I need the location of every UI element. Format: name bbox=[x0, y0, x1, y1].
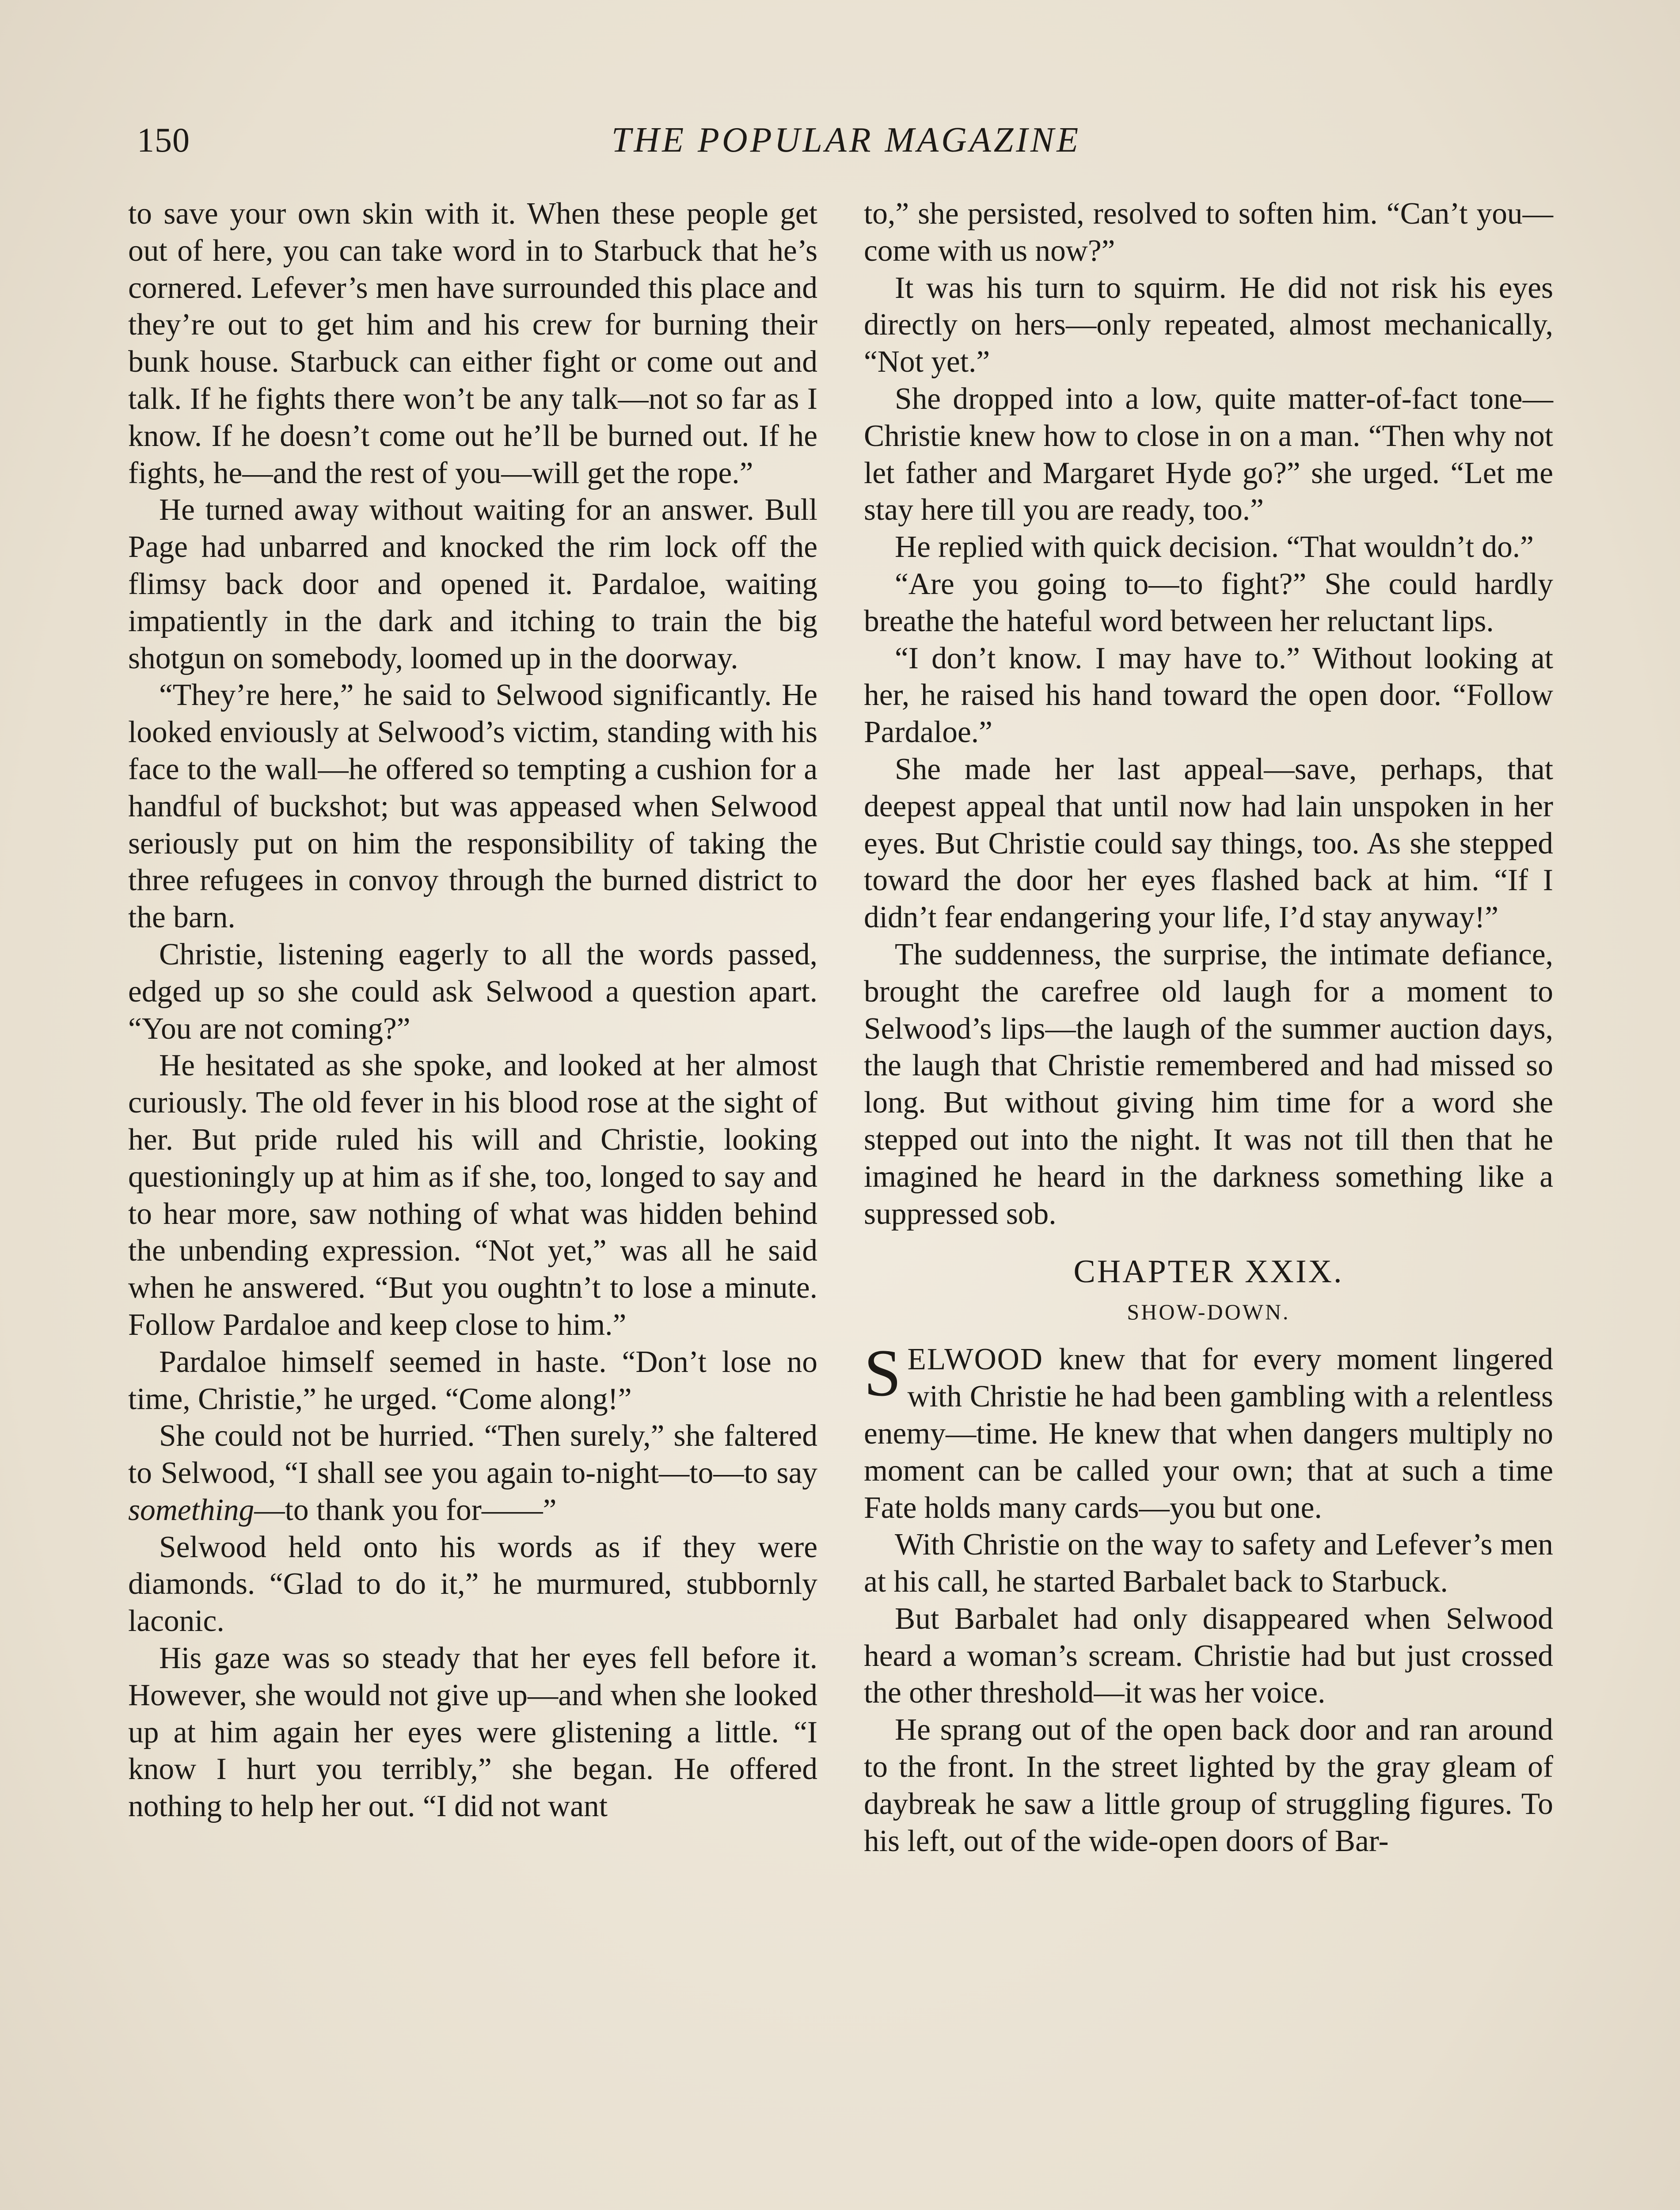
page-number: 150 bbox=[137, 121, 190, 159]
paragraph: It was his turn to squirm. He did not risk his eyes directly on hers—only repeated, almost mechanically, “Not yet.” bbox=[864, 271, 1553, 379]
paragraph: Selwood held onto his words as if they were diamonds. “Glad to do it,” he murmured, stubbornly laconic. bbox=[128, 1530, 817, 1638]
paragraph: She dropped into a low, quite matter-of-fact tone—Christie knew how to close in on a man. “Then why not let father and Margaret Hyde go?” she urged. “Let me stay here till you are ready, too.” bbox=[864, 381, 1553, 527]
chapter-subtitle: SHOW-DOWN. bbox=[1127, 1299, 1290, 1325]
opening-caps: ELWOOD bbox=[907, 1342, 1043, 1377]
paragraph: The suddenness, the surprise, the intimate defiance, brought the carefree old laugh for a moment to Selwood’s lips—the laugh of the summer auction days, the laugh that Christie remembered and had missed so long. But without giving him time for a word she stepped out into the night. It was not till then that he imagined he heard in the darkness something like a suppressed sob. bbox=[864, 937, 1553, 1231]
drop-cap: S bbox=[864, 1336, 901, 1410]
paragraph: He hesitated as she spoke, and looked at her almost curiously. The old fever in his blood rose at the sight of her. But pride ruled his will and Christie, looking questioningly up at him as if she, too, longed to say and to hear more, saw nothing of what was hidden behind the unbending expression. “Not yet,” was all he said when he answered. “But you oughtn’t to lose a minute. Follow Pardaloe and keep close to him.” bbox=[128, 1048, 817, 1342]
right-column bbox=[864, 195, 1553, 1859]
chapter-opening-paragraph bbox=[864, 1336, 1553, 1526]
paragraph: to save your own skin with it. When these people get out of here, you can take word in to Starbuck that he’s cornered. Lefever’s men have surrounded this place and they’re out to get him and his crew for burning their bunk house. Starbuck can either fight or come out and talk. If he fights there won’t be any talk—not so far as I know. If he doesn’t come out he’ll be burned out. If he fights, he—and the rest of you—will get the rope.” bbox=[128, 197, 817, 490]
paragraph: He turned away without waiting for an answer. Bull Page had unbarred and knocked the rim lock off the flimsy back door and opened it. Pardaloe, waiting impatiently in the dark and itching to train the big shotgun on somebody, loomed up in the doorway. bbox=[128, 493, 817, 675]
paragraph bbox=[128, 1417, 817, 1528]
paragraph-text: —to thank you for——” bbox=[254, 1493, 557, 1527]
left-column bbox=[128, 195, 817, 1825]
paragraph: to,” she persisted, resolved to soften him. “Can’t you—come with us now?” bbox=[864, 197, 1553, 268]
paragraph: Pardaloe himself seemed in haste. “Don’t lose no time, Christie,” he urged. “Come along!” bbox=[128, 1345, 817, 1416]
paragraph-text: She could not be hurried. “Then surely,” she faltered to Selwood, “I shall see you again to-night—to—to say bbox=[128, 1419, 817, 1490]
paragraph: With Christie on the way to safety and Lefever’s men at his call, he started Barbalet back to Starbuck. bbox=[864, 1528, 1553, 1599]
paragraph: He replied with quick decision. “That wouldn’t do.” bbox=[895, 530, 1534, 564]
paragraph: His gaze was so steady that her eyes fell before it. However, she would not give up—and when she looked up at him again her eyes were glistening a little. “I know I hurt you terribly,” she began. He offered nothing to help her out. “I did not want bbox=[128, 1641, 817, 1824]
paragraph: “Are you going to—to fight?” She could hardly breathe the hateful word between her reluctant lips. bbox=[864, 567, 1553, 638]
paragraph: He sprang out of the open back door and ran around to the front. In the street lighted by the gray gleam of daybreak he saw a little group of struggling figures. To his left, out of the wide-open doors of Bar- bbox=[864, 1713, 1553, 1858]
paragraph: She made her last appeal—save, perhaps, that deepest appeal that until now had lain unspoken in her eyes. But Christie could say things, too. As she stepped toward the door her eyes flashed back at him. “If I didn’t fear endangering your life, I’d stay anyway!” bbox=[864, 752, 1553, 935]
paragraph: But Barbalet had only disappeared when Selwood heard a woman’s scream. Christie had but just crossed the other threshold—it was her voice. bbox=[864, 1601, 1553, 1710]
chapter-title: CHAPTER XXIX. bbox=[1073, 1254, 1344, 1290]
paragraph: “They’re here,” he said to Selwood significantly. He looked enviously at Selwood’s victim, standing with his face to the wall—he offered so tempting a cushion for a handful of buckshot; but was appeased when Selwood seriously put on him the responsibility of taking the three refugees in convoy through the burned district to the barn. bbox=[128, 678, 817, 935]
page-header bbox=[128, 116, 1564, 169]
paragraph-text: knew that for every moment lingered with Christie he had been gambling with a relentless enemy—time. He knew that when dangers multiply no moment can be called your own; that at such a time Fate holds many cards—you but one. bbox=[864, 1342, 1553, 1525]
paragraph: “I don’t know. I may have to.” Without looking at her, he raised his hand toward the open door. “Follow Pardaloe.” bbox=[864, 641, 1553, 750]
running-head: THE POPULAR MAGAZINE bbox=[611, 121, 1081, 160]
emphasized-word: something bbox=[128, 1493, 255, 1527]
paragraph: Christie, listening eagerly to all the words passed, edged up so she could ask Selwood a question apart. “You are not coming?” bbox=[128, 937, 817, 1046]
